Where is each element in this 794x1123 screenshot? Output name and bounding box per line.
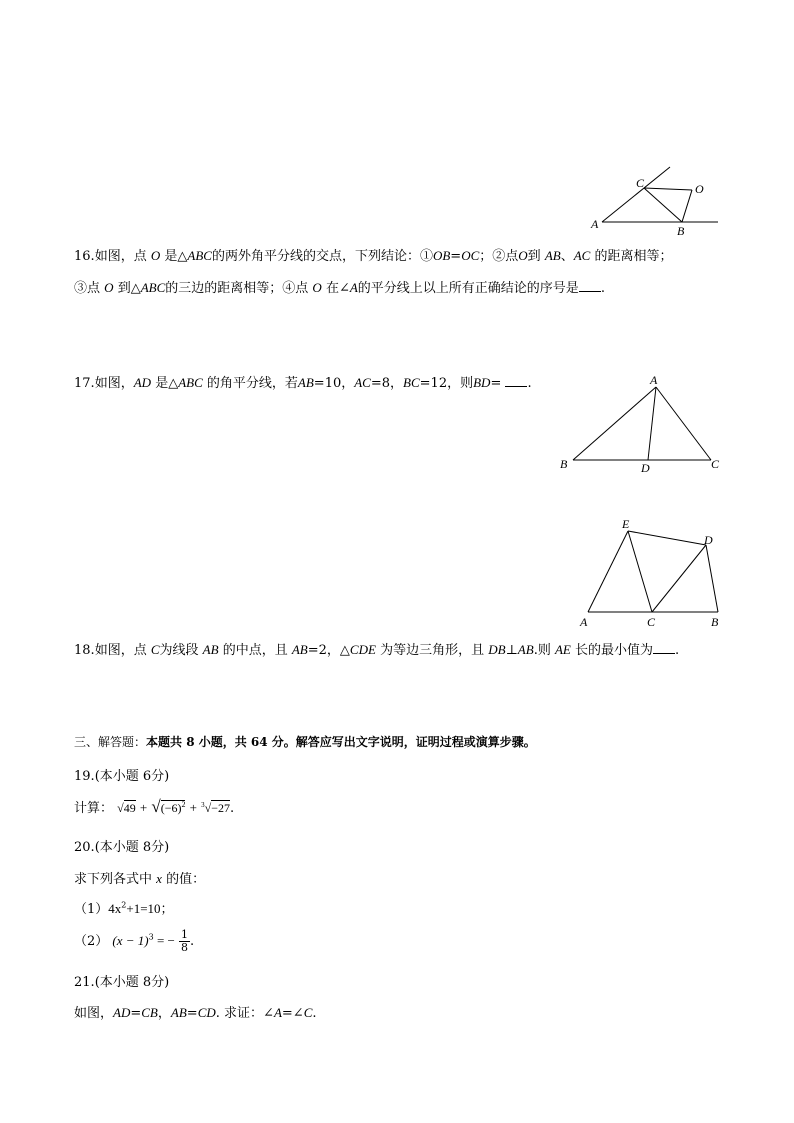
segment-db xyxy=(706,545,718,612)
q16-line1: 16.如图，点 O 是△ABC的两外角平分线的交点，下列结论：①OB=OC；②点O到 AB、AC 的距离相等； xyxy=(74,248,673,264)
label-b: B xyxy=(677,224,685,238)
segment-ae xyxy=(588,531,628,612)
answer-blank[interactable] xyxy=(653,642,675,654)
side-ab xyxy=(573,387,656,460)
segment-cd xyxy=(652,545,706,612)
label-o: O xyxy=(695,182,704,196)
label-a: A xyxy=(580,615,588,629)
sqrt-49: √49 xyxy=(117,801,136,815)
q19-header: 19.(本小题 6分) xyxy=(74,769,170,784)
figure-q17 xyxy=(555,370,725,480)
label-a: A xyxy=(591,217,599,231)
label-e: E xyxy=(622,517,630,531)
figure-q16 xyxy=(586,162,726,240)
label-d: D xyxy=(704,533,713,547)
q20-part1: $(1)4x^2+1=10$； xyxy=(74,900,174,917)
fraction-one-eighth: $\frac{1}{8}$ xyxy=(181,928,189,954)
segment-co xyxy=(644,188,692,190)
segment-ob xyxy=(682,190,692,222)
label-d: D xyxy=(641,461,650,475)
label-c: C xyxy=(636,176,645,190)
label-c: C xyxy=(647,615,656,629)
answer-blank[interactable] xyxy=(579,280,601,292)
q21-text: 如图，AD=CB，AB=CD. 求证：∠A=∠C. xyxy=(74,1005,317,1021)
label-c: C xyxy=(711,457,720,471)
segment-ec xyxy=(628,531,652,612)
cbrt-neg27: $^3$√−27 xyxy=(201,801,230,815)
q19-expression: 计算： $√49 + √(-6)^2 + ^3√-27$. xyxy=(74,797,235,816)
q20-lead: 求下列各式中 x 的值： xyxy=(74,871,206,887)
label-a: A xyxy=(650,373,658,387)
q16-line2: ③点 O 到△ABC的三边的距离相等；④点 O 在∠A的平分线上以上所有正确结论的序号是 . xyxy=(74,280,605,296)
q17-text: 17.如图，AD 是△ABC 的角平分线，若AB=10，AC=8，BC=12，则BD= . xyxy=(74,375,532,391)
bisector-ad xyxy=(648,387,656,460)
side-ac xyxy=(656,387,711,460)
label-b: B xyxy=(711,615,719,629)
section-heading: 三、解答题：本题共 8 小题，共 64 分。解答应写出文字说明，证明过程或演算步骤。 xyxy=(74,735,536,749)
segment-ed xyxy=(628,531,706,545)
figure-q18 xyxy=(572,515,727,630)
q18-text: 18.如图，点 C为线段 AB 的中点，且 AB=2，△CDE 为等边三角形，且 DB⊥AB.则 AE 长的最小值为 . xyxy=(74,642,680,658)
q20-part2: （2） $(x - 1)^3$ = − $\frac{1}{8}$ . xyxy=(74,928,195,954)
q21-header: 21.(本小题 8分) xyxy=(74,975,170,990)
label-b: B xyxy=(560,457,568,471)
sqrt-neg6-sq: $√(-6)^2$ xyxy=(151,797,186,816)
answer-blank[interactable] xyxy=(505,375,527,387)
q20-header: 20.(本小题 8分) xyxy=(74,840,170,855)
segment-cb xyxy=(644,188,682,222)
